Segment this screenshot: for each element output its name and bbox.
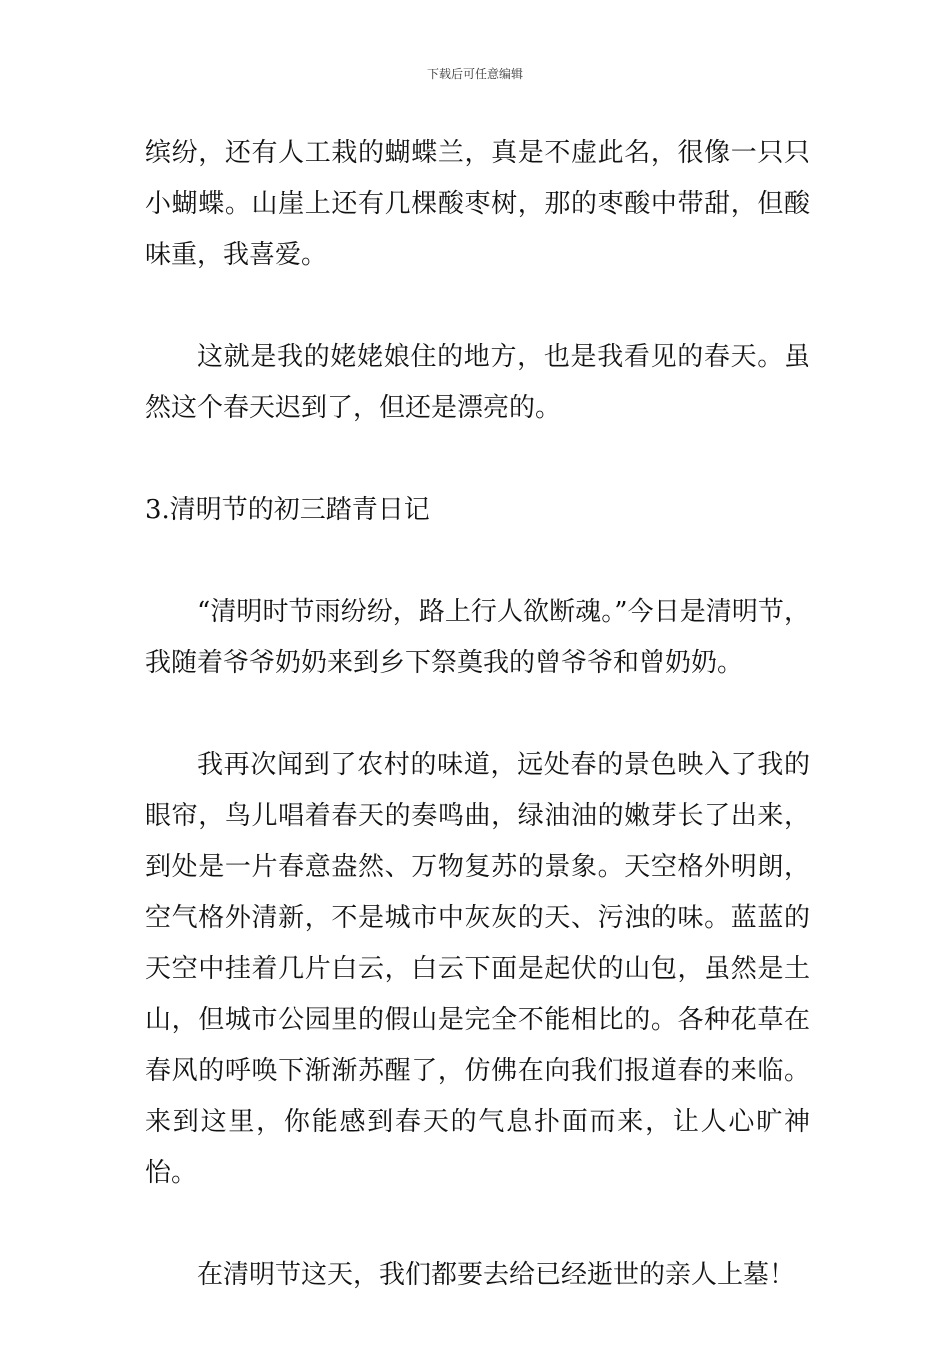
paragraph-grandma-home: 这就是我的姥姥娘住的地方，也是我看见的春天。虽然这个春天迟到了，但还是漂亮的。 <box>145 342 810 423</box>
page-header: 下载后可任意编辑 <box>426 67 523 81</box>
paragraph-qingming-poem: “清明时节雨纷纷，路上行人欲断魂。”今日是清明节，我随着爷爷奶奶来到乡下祭奠我的曾爷爷和曾奶奶。 <box>145 597 810 678</box>
paragraph-countryside: 我再次闻到了农村的味道，远处春的景色映入了我的眼帘，鸟儿唱着春天的奏鸣曲，绿油油的嫩芽长了出来，到处是一片春意盎然、万物复苏的景象。天空格外明朗，空气格外清新，不是城市中灰灰的天、污浊的味。蓝蓝的天空中挂着几片白云，白云下面是起伏的山包，虽然是土山，但城市公园里的假山是完全不能相比的。各种花草在春风的呼唤下渐渐苏醒了，仿佛在向我们报道春的来临。来到这里，你能感到春天的气息扑面而来，让人心旷神怡。 <box>145 750 810 1188</box>
paragraph-tomb-sweeping: 在清明节这天，我们都要去给已经逝世的亲人上墓！ <box>197 1260 796 1290</box>
paragraph-butterfly-orchid: 缤纷，还有人工栽的蝴蝶兰，真是不虚此名，很像一只只小蝴蝶。山崖上还有几棵酸枣树，那的枣酸中带甜，但酸味重，我喜爱。 <box>145 138 810 270</box>
section-heading: 3.清明节的初三踏青日记 <box>145 495 430 525</box>
document-body <box>145 128 810 1352</box>
